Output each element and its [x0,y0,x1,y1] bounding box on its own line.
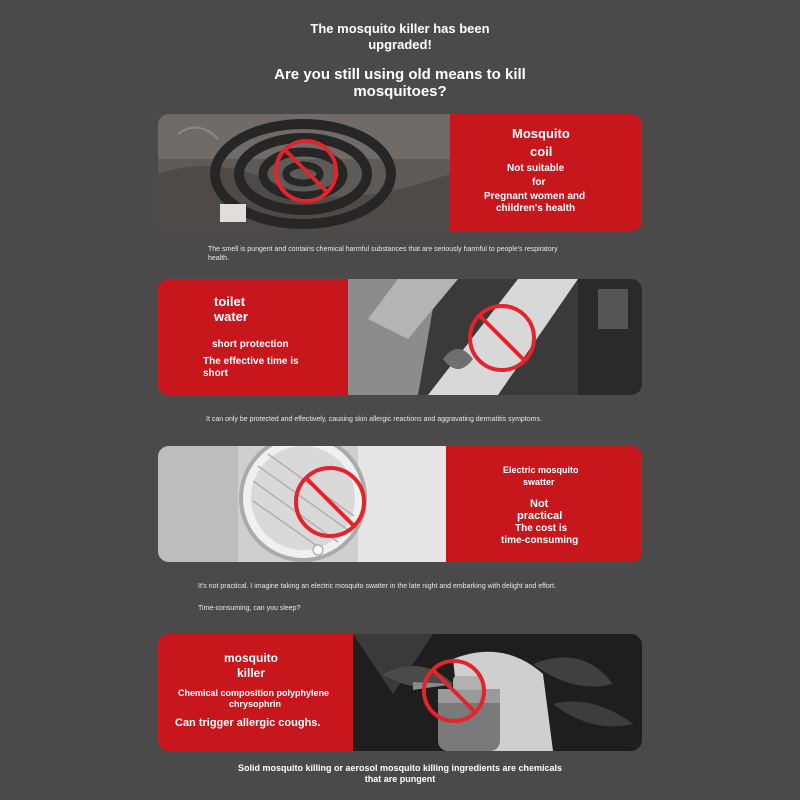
mosquito-coil-panel [450,114,642,231]
card-text-line4: time-consuming [501,535,579,546]
mosquito-coil-card [158,114,642,231]
prohibited-icon [420,657,488,725]
toilet-water-panel [158,279,348,395]
card-text-line2: The effective time is [203,356,299,367]
electric-swatter-caption [198,582,618,591]
mosquito-coil-caption [208,245,628,263]
card-title-line1: mosquito [224,651,278,665]
card-text-line3: Can trigger allergic coughs. [175,717,321,729]
card-title-line2: water [214,309,248,324]
card-title-line2: swatter [523,477,555,487]
footer-note [200,763,600,785]
card-text-line3: Pregnant women and [484,191,586,202]
footer-line1: Solid mosquito killing or aerosol mosquito killing ingredients are chemicals [237,763,563,773]
toilet-water-caption [206,415,626,424]
prohibited-icon [292,464,368,540]
caption-line1: The smell is pungent and contains chemical harmful substances that are seriously harmful to people's respiratory [208,246,558,253]
prohibited-icon [272,137,340,205]
header-title-line2: upgraded! [368,37,432,52]
header-question [200,66,600,100]
card-text-line2: chrysophrin [229,699,282,709]
header-question-line2: mosquitoes? [353,83,447,100]
electric-swatter-card [158,446,642,562]
card-text-line1: short protection [212,339,289,350]
card-title-line1: toilet [214,294,246,309]
card-title-line1: Electric mosquito [503,465,579,475]
card-text-line4: children's health [496,203,576,214]
header-title-line1: The mosquito killer has been [310,21,490,36]
mosquito-killer-card [158,634,642,751]
card-text-line3: The cost is [515,523,568,534]
caption-line1: It can only be protected and effectively, causing skin allergic reactions and aggravating dermatitis symptoms. [206,416,542,423]
caption-line1: It's not practical. I imagine taking an electric mosquito swatter in the late night and embarking with delight and effort. [198,583,557,590]
card-text-line3: short [203,368,228,379]
header-question-line1: Are you still using old means to kill [274,66,526,83]
caption-line2: Time-consuming, can you sleep? [198,605,301,612]
footer-line2: that are pungent [364,774,436,784]
toilet-water-card [158,279,642,395]
card-text-line2: for [532,177,546,188]
prohibited-icon [466,302,538,374]
card-title-line2: coil [530,144,553,159]
card-text-line1: Chemical composition polyphylene [178,688,330,698]
card-text-line2: practical [517,510,563,522]
card-title-line2: killer [237,666,266,680]
electric-swatter-panel [446,446,642,562]
header-title [250,21,550,53]
card-text-line1: Not [530,498,549,510]
card-text-line1: Not suitable [507,163,565,174]
caption-line2: health. [208,255,230,262]
mosquito-killer-panel [158,634,353,751]
card-title-line1: Mosquito [512,126,570,141]
mosquito-killer-photo [353,634,642,751]
electric-swatter-caption-2 [198,604,498,613]
